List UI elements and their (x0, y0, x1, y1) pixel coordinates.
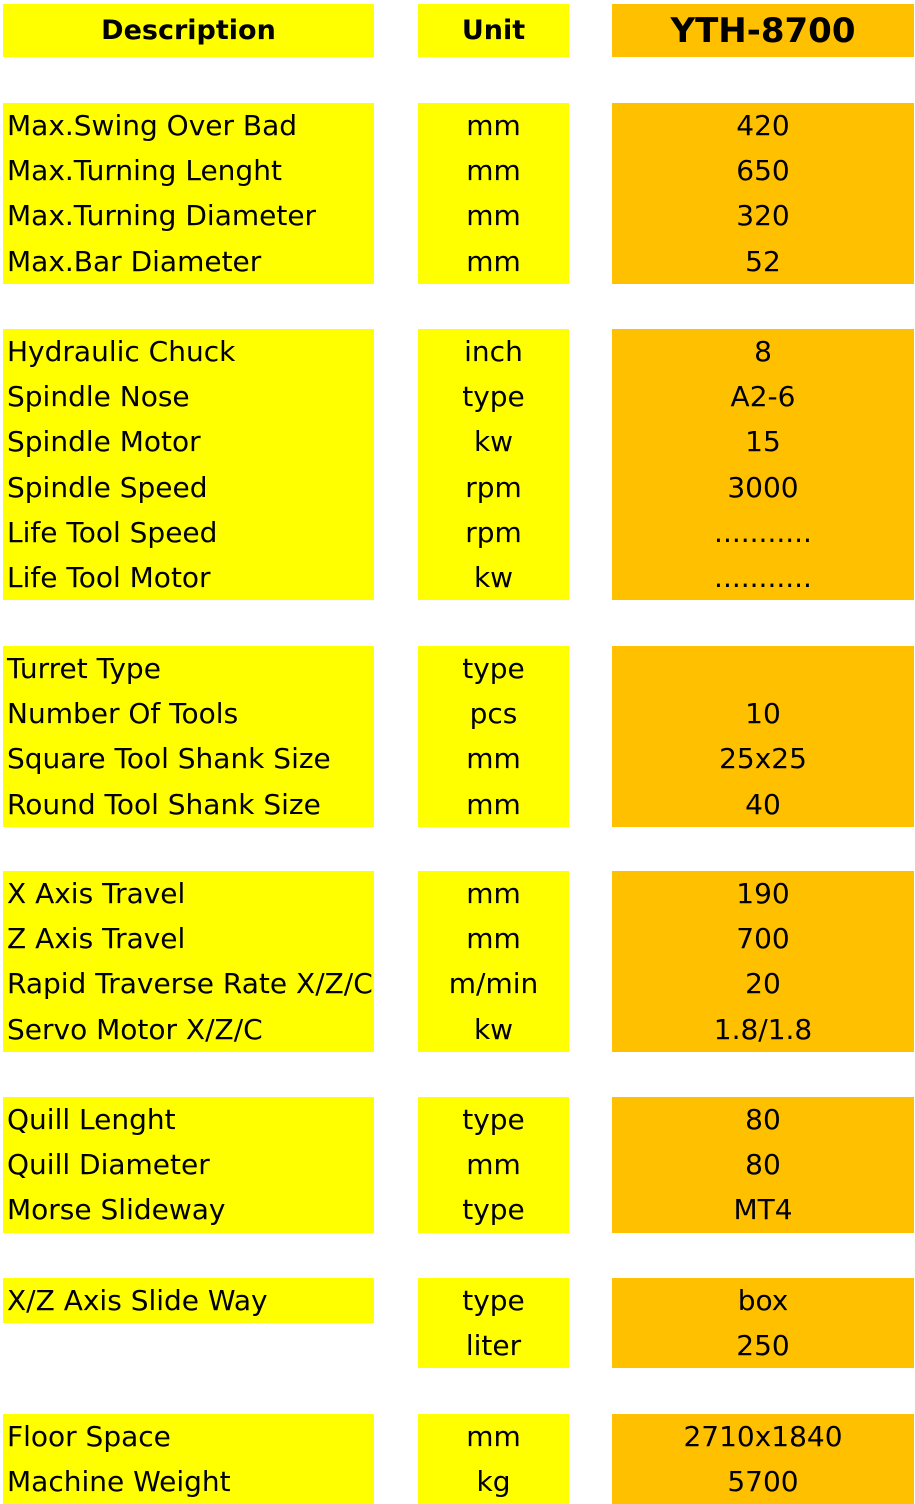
spec-value: 10 (745, 697, 781, 730)
spec-value: 52 (745, 245, 781, 278)
spec-unit: mm (466, 1420, 521, 1453)
spec-unit: mm (466, 109, 521, 142)
spec-unit: kw (473, 561, 514, 594)
spec-value: 420 (736, 109, 790, 142)
spec-description: X Axis Travel (7, 877, 186, 910)
spec-unit: mm (466, 245, 521, 278)
spec-description: Max.Turning Lenght (7, 154, 282, 187)
spec-value: 700 (736, 922, 790, 955)
spec-description: X/Z Axis Slide Way (7, 1284, 268, 1317)
spec-description: Life Tool Motor (7, 561, 211, 594)
unit-header-cell (418, 4, 569, 57)
model-header-cell (612, 4, 914, 57)
spec-description: Number Of Tools (7, 697, 239, 730)
spec-description: Z Axis Travel (7, 922, 186, 955)
description-header: Description (101, 15, 276, 46)
spec-description: Rapid Traverse Rate X/Z/C (7, 967, 373, 1000)
spec-value: 20 (745, 967, 781, 1000)
description-header-cell (3, 4, 374, 57)
spec-unit: type (462, 380, 525, 413)
spec-unit: mm (466, 877, 521, 910)
spec-unit: type (462, 1193, 525, 1226)
spec-value: 25x25 (719, 742, 807, 775)
spec-value: 40 (745, 788, 781, 821)
spec-description: Quill Lenght (7, 1103, 176, 1136)
spec-value: 650 (736, 154, 790, 187)
spec-value: ........... (714, 561, 812, 594)
spec-unit: rpm (465, 471, 522, 504)
spec-unit: pcs (469, 697, 518, 730)
spec-value: ........... (714, 516, 812, 549)
spec-description: Square Tool Shank Size (7, 742, 331, 775)
spec-value: 2710x1840 (683, 1420, 843, 1453)
spec-description: Servo Motor X/Z/C (7, 1013, 263, 1046)
spec-value: 8 (754, 335, 772, 368)
spec-unit: inch (464, 335, 523, 368)
spec-unit: kw (473, 425, 514, 458)
spec-description: Round Tool Shank Size (7, 788, 321, 821)
spec-value: 15 (745, 425, 781, 458)
spec-description: Life Tool Speed (7, 516, 218, 549)
spec-value: 250 (736, 1329, 790, 1362)
spec-description: Max.Bar Diameter (7, 245, 262, 278)
spec-unit: kg (476, 1465, 511, 1498)
spec-unit: mm (466, 922, 521, 955)
unit-header: Unit (461, 15, 526, 46)
spec-value: 5700 (727, 1465, 799, 1498)
spec-description: Hydraulic Chuck (7, 335, 236, 368)
spec-unit: mm (466, 742, 521, 775)
spec-unit: m/min (448, 967, 539, 1000)
spec-description: Quill Diameter (7, 1148, 210, 1181)
spec-unit: type (462, 652, 525, 685)
spec-unit: mm (466, 788, 521, 821)
spec-description: Spindle Speed (7, 471, 208, 504)
spec-value: 80 (745, 1148, 781, 1181)
spec-value: A2-6 (730, 380, 796, 413)
spec-unit: type (462, 1284, 525, 1317)
spec-unit: kw (473, 1013, 514, 1046)
spec-description: Floor Space (7, 1420, 171, 1453)
spec-value: 190 (736, 877, 790, 910)
spec-description: Max.Turning Diameter (7, 199, 317, 232)
spec-description: Max.Swing Over Bad (7, 109, 298, 142)
spec-description: Spindle Nose (7, 380, 190, 413)
spec-description: Morse Slideway (7, 1193, 226, 1226)
spec-unit: mm (466, 154, 521, 187)
model-header: YTH-8700 (670, 10, 856, 51)
spec-description: Spindle Motor (7, 425, 201, 458)
spec-value: 3000 (727, 471, 799, 504)
spec-description: Machine Weight (7, 1465, 231, 1498)
spec-value: MT4 (733, 1193, 793, 1226)
spec-value: 80 (745, 1103, 781, 1136)
spec-description: Turret Type (7, 652, 161, 685)
spec-unit: mm (466, 1148, 521, 1181)
spec-value (612, 646, 914, 691)
spec-value: 1.8/1.8 (713, 1013, 813, 1046)
spec-value: box (737, 1284, 789, 1317)
spec-value: 320 (736, 199, 790, 232)
spec-unit: type (462, 1103, 525, 1136)
spec-unit: liter (465, 1329, 522, 1362)
spec-unit: rpm (465, 516, 522, 549)
spec-unit: mm (466, 199, 521, 232)
